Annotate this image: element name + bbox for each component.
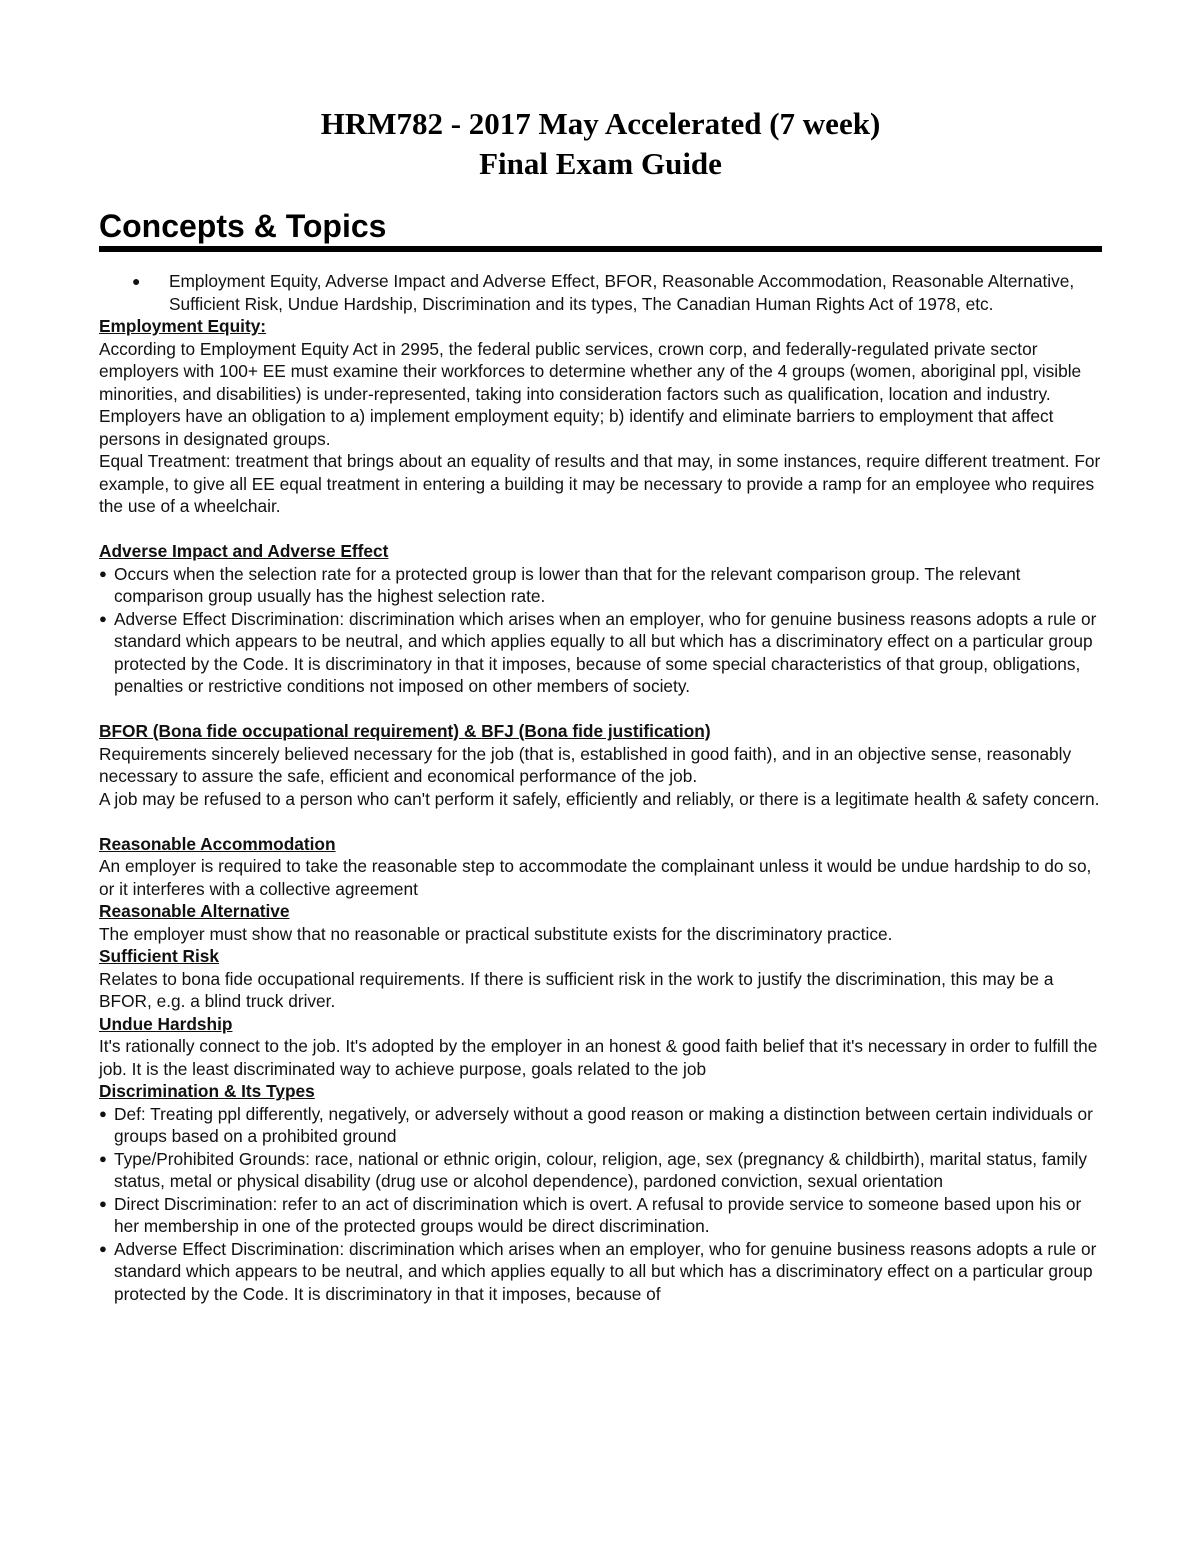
list-item-text: Type/Prohibited Grounds: race, national or ethnic origin, colour, religion, age, sex (pregnancy & childbirth), marital status, family status, metal or physical disability (drug use or alcohol dependence), pardoned conviction, sexual orientation bbox=[114, 1148, 1088, 1191]
spacer bbox=[99, 518, 1102, 541]
list-item bbox=[99, 1193, 1102, 1238]
list-item-text: Occurs when the selection rate for a protected group is lower than that for the relevant comparison group. The relevant comparison group usually has the highest selection rate. bbox=[114, 563, 1021, 606]
topics-text: Employment Equity, Adverse Impact and Adverse Effect, BFOR, Reasonable Accommodation, Reasonable Alternative, Sufficient Risk, Undue Hardship, Discrimination and its types, The Canadian Human Rights Act of 1978, etc. bbox=[169, 271, 1075, 314]
bullet-icon: ● bbox=[99, 1240, 107, 1256]
reasonable-accommodation-heading: Reasonable Accommodation bbox=[99, 833, 336, 854]
list-item-text: Adverse Effect Discrimination: discrimination which arises when an employer, who for genuine business reasons adopts a rule or standard which appears to be neutral, and which applies equally to all but which has a discriminatory effect on a particular group protected by the Code. It is discriminatory in that it imposes, because of bbox=[114, 1238, 1097, 1304]
bfor-paragraph-1: Requirements sincerely believed necessary for the job (that is, established in good faith), and in an objective sense, reasonably necessary to assure the safe, efficient and economical performance of the job. bbox=[99, 743, 1072, 786]
title-line-2: Final Exam Guide bbox=[479, 146, 722, 181]
bfor-heading: BFOR (Bona fide occupational requirement) & BFJ (Bona fide justification) bbox=[99, 721, 711, 741]
employment-equity-paragraph-1: According to Employment Equity Act in 2995, the federal public services, crown corp, and federally-regulated private sector employers with 100+ EE must examine their workforces to determine whether any of the 4 groups (women, aboriginal ppl, visible minorities, and disabilities) is under-represented, taking into consideration factors such as qualification, location and industry. bbox=[99, 338, 1082, 404]
sufficient-risk-paragraph: Relates to bona fide occupational requirements. If there is sufficient risk in the work to justify the discrimination, this may be a BFOR, e.g. a blind truck driver. bbox=[99, 968, 1054, 1011]
spacer bbox=[99, 698, 1102, 721]
list-item bbox=[99, 563, 1102, 608]
list-item-text: Adverse Effect Discrimination: discrimination which arises when an employer, who for genuine business reasons adopts a rule or standard which appears to be neutral, and which applies equally to all but which has a discriminatory effect on a particular group protected by the Code. It is discriminatory in that it imposes, because of some special characteristics of that group, obligations, penalties or restrictive conditions not imposed on other members of society. bbox=[114, 608, 1097, 696]
discrimination-heading: Discrimination & Its Types bbox=[99, 1081, 315, 1101]
list-item bbox=[99, 608, 1102, 698]
section-rule bbox=[99, 246, 1102, 252]
sufficient-risk-heading: Sufficient Risk bbox=[99, 946, 220, 966]
bfor-paragraph-2: A job may be refused to a person who can't perform it safely, efficiently and reliably, or there is a legitimate health & safety concern. bbox=[99, 788, 1100, 809]
undue-hardship-paragraph: It's rationally connect to the job. It's adopted by the employer in an honest & good faith belief that it's necessary in order to fulfill the job. It is the least discriminated way to achieve purpose, goals related to the job bbox=[99, 1036, 1098, 1079]
employment-equity-heading: Employment Equity: bbox=[99, 316, 267, 336]
title-line-1: HRM782 - 2017 May Accelerated (7 week) bbox=[320, 106, 881, 141]
list-item bbox=[99, 1103, 1102, 1148]
adverse-impact-heading: Adverse Impact and Adverse Effect bbox=[99, 541, 389, 561]
list-item-text: Direct Discrimination: refer to an act of discrimination which is overt. A refusal to provide service to someone based upon his or her membership in one of the protected groups would be direct discrimination. bbox=[114, 1193, 1082, 1236]
bullet-icon: ● bbox=[99, 610, 107, 626]
bullet-icon: ● bbox=[132, 273, 141, 289]
reasonable-alternative-paragraph: The employer must show that no reasonable or practical substitute exists for the discriminatory practice. bbox=[99, 923, 893, 944]
bullet-icon: ● bbox=[99, 1105, 107, 1121]
section-heading: Concepts & Topics bbox=[99, 208, 387, 244]
list-item bbox=[99, 1238, 1102, 1306]
spacer bbox=[99, 810, 1102, 833]
reasonable-accommodation-paragraph: An employer is required to take the reasonable step to accommodate the complainant unless it would be undue hardship to do so, or it interferes with a collective agreement bbox=[99, 856, 1092, 899]
document-page bbox=[99, 104, 1102, 1305]
reasonable-alternative-heading: Reasonable Alternative bbox=[99, 901, 290, 921]
bullet-icon: ● bbox=[99, 565, 107, 581]
undue-hardship-heading: Undue Hardship bbox=[99, 1013, 233, 1034]
document-title bbox=[99, 104, 1102, 184]
bullet-icon: ● bbox=[99, 1195, 107, 1211]
list-item-text: Def: Treating ppl differently, negatively, or adversely without a good reason or making a distinction between certain individuals or groups based on a prohibited ground bbox=[114, 1103, 1093, 1146]
list-item bbox=[99, 1148, 1102, 1193]
employment-equity-paragraph-2: Employers have an obligation to a) implement employment equity; b) identify and eliminate barriers to employment that affect persons in designated groups. bbox=[99, 406, 1054, 449]
topics-list-item bbox=[132, 270, 1102, 315]
employment-equity-paragraph-3: Equal Treatment: treatment that brings about an equality of results and that may, in some instances, require different treatment. For example, to give all EE equal treatment in entering a building it may be necessary to provide a ramp for an employee who requires the use of a wheelchair. bbox=[99, 451, 1101, 516]
bullet-icon: ● bbox=[99, 1150, 107, 1166]
